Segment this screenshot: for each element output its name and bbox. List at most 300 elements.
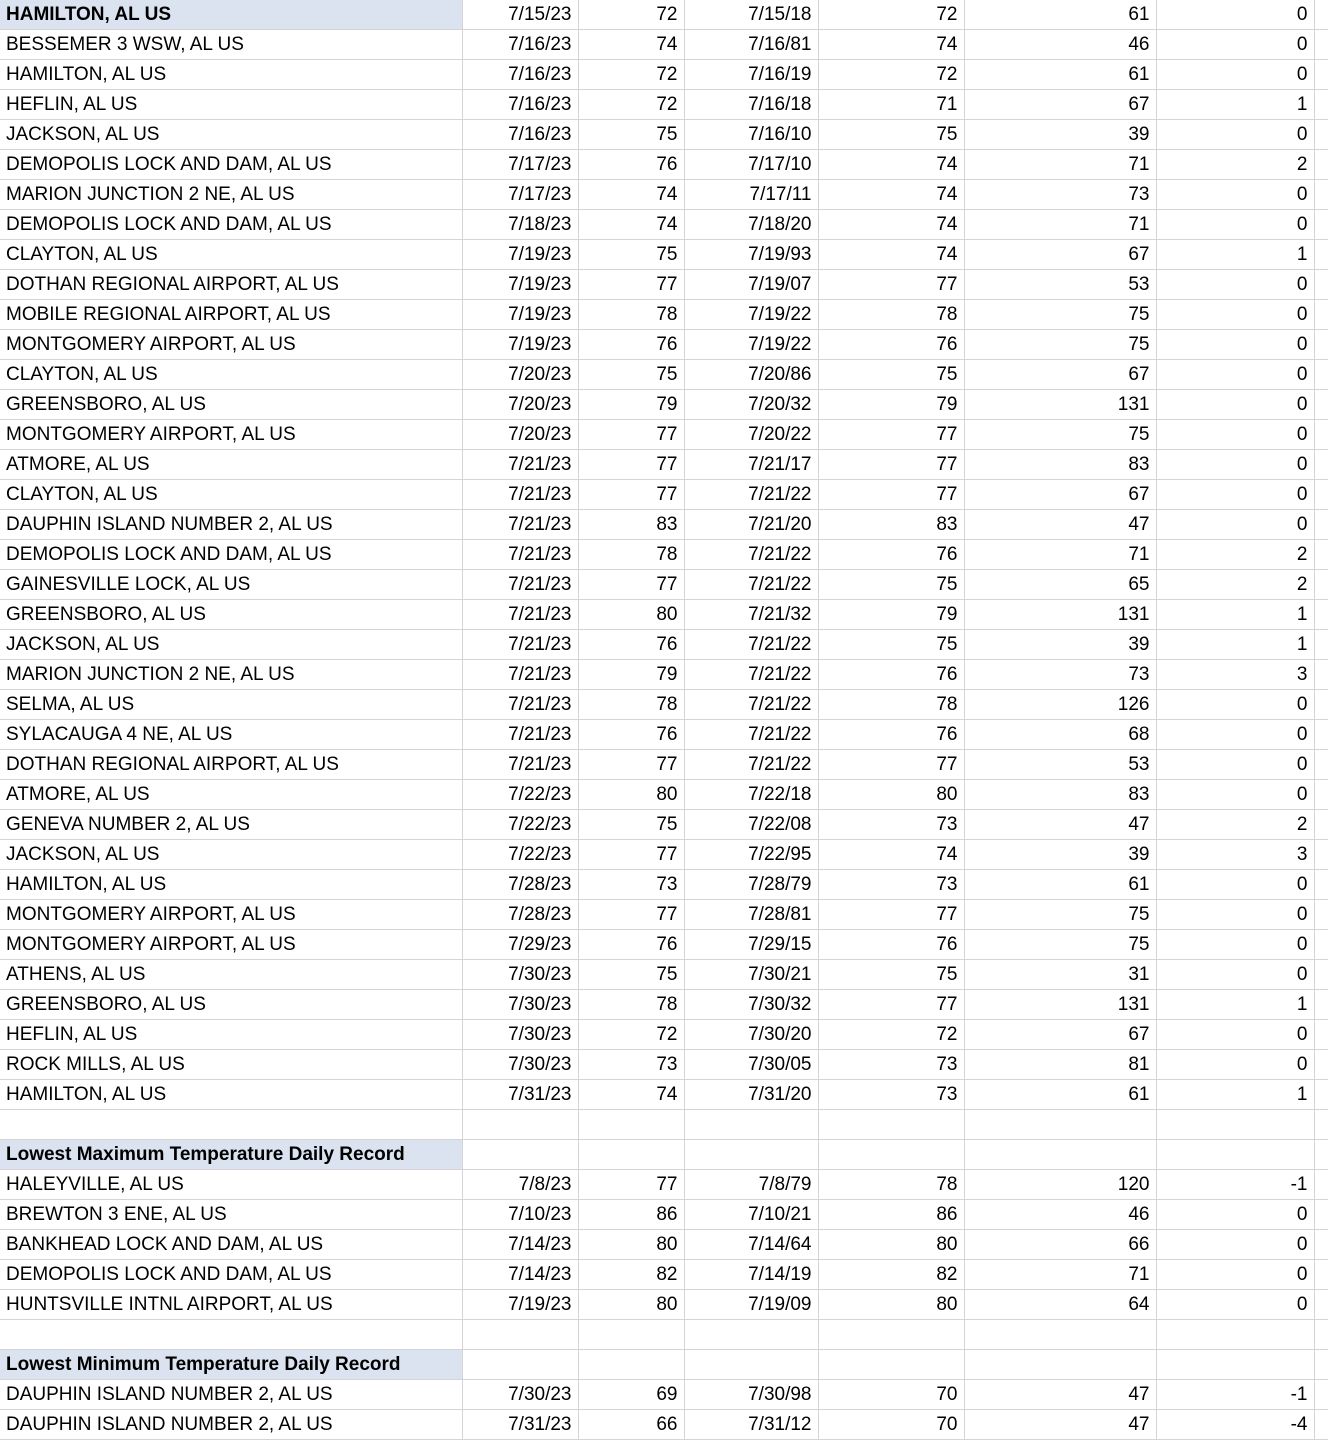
station-cell[interactable]: SYLACAUGA 4 NE, AL US xyxy=(0,720,462,750)
date-cell[interactable]: 7/21/23 xyxy=(462,660,578,690)
station-cell[interactable]: DAUPHIN ISLAND NUMBER 2, AL US xyxy=(0,1410,462,1440)
date-cell[interactable]: 7/16/23 xyxy=(462,60,578,90)
prev-value-cell[interactable]: 82 xyxy=(818,1260,964,1290)
empty-cell[interactable] xyxy=(1314,1380,1328,1410)
prev-date-cell[interactable]: 7/20/86 xyxy=(684,360,818,390)
diff-cell[interactable]: 0 xyxy=(1156,1020,1314,1050)
date-cell[interactable]: 7/19/23 xyxy=(462,240,578,270)
station-cell[interactable]: DEMOPOLIS LOCK AND DAM, AL US xyxy=(0,540,462,570)
years-cell[interactable]: 67 xyxy=(964,240,1156,270)
diff-cell[interactable]: 0 xyxy=(1156,870,1314,900)
prev-value-cell[interactable]: 73 xyxy=(818,810,964,840)
empty-cell[interactable] xyxy=(578,1140,684,1170)
empty-cell[interactable] xyxy=(1314,390,1328,420)
diff-cell[interactable]: 0 xyxy=(1156,930,1314,960)
value-cell[interactable]: 77 xyxy=(578,420,684,450)
prev-date-cell[interactable]: 7/19/09 xyxy=(684,1290,818,1320)
diff-cell[interactable]: 2 xyxy=(1156,570,1314,600)
years-cell[interactable]: 75 xyxy=(964,930,1156,960)
date-cell[interactable]: 7/19/23 xyxy=(462,300,578,330)
prev-date-cell[interactable]: 7/31/20 xyxy=(684,1080,818,1110)
date-cell[interactable]: 7/30/23 xyxy=(462,990,578,1020)
prev-date-cell[interactable]: 7/21/22 xyxy=(684,570,818,600)
station-cell[interactable]: JACKSON, AL US xyxy=(0,630,462,660)
station-cell[interactable]: CLAYTON, AL US xyxy=(0,480,462,510)
empty-cell[interactable] xyxy=(818,1110,964,1140)
years-cell[interactable]: 71 xyxy=(964,210,1156,240)
diff-cell[interactable]: 0 xyxy=(1156,480,1314,510)
value-cell[interactable]: 75 xyxy=(578,360,684,390)
empty-cell[interactable] xyxy=(0,1320,462,1350)
empty-cell[interactable] xyxy=(1314,1350,1328,1380)
prev-value-cell[interactable]: 80 xyxy=(818,1290,964,1320)
prev-date-cell[interactable]: 7/21/22 xyxy=(684,720,818,750)
empty-cell[interactable] xyxy=(1314,1410,1328,1440)
diff-cell[interactable]: 2 xyxy=(1156,810,1314,840)
empty-cell[interactable] xyxy=(1314,900,1328,930)
years-cell[interactable]: 64 xyxy=(964,1290,1156,1320)
prev-value-cell[interactable]: 74 xyxy=(818,210,964,240)
empty-cell[interactable] xyxy=(1314,60,1328,90)
station-cell[interactable]: BANKHEAD LOCK AND DAM, AL US xyxy=(0,1230,462,1260)
empty-cell[interactable] xyxy=(578,1110,684,1140)
date-cell[interactable]: 7/21/23 xyxy=(462,630,578,660)
prev-value-cell[interactable]: 73 xyxy=(818,1050,964,1080)
prev-date-cell[interactable]: 7/22/18 xyxy=(684,780,818,810)
value-cell[interactable]: 75 xyxy=(578,120,684,150)
diff-cell[interactable]: 1 xyxy=(1156,240,1314,270)
diff-cell[interactable]: 2 xyxy=(1156,540,1314,570)
prev-date-cell[interactable]: 7/19/07 xyxy=(684,270,818,300)
years-cell[interactable]: 31 xyxy=(964,960,1156,990)
date-cell[interactable]: 7/30/23 xyxy=(462,1020,578,1050)
diff-cell[interactable]: 1 xyxy=(1156,90,1314,120)
empty-cell[interactable] xyxy=(1314,1320,1328,1350)
station-cell[interactable]: ATMORE, AL US xyxy=(0,780,462,810)
value-cell[interactable]: 72 xyxy=(578,90,684,120)
value-cell[interactable]: 77 xyxy=(578,480,684,510)
prev-value-cell[interactable]: 77 xyxy=(818,990,964,1020)
prev-value-cell[interactable]: 76 xyxy=(818,930,964,960)
station-cell[interactable]: DAUPHIN ISLAND NUMBER 2, AL US xyxy=(0,510,462,540)
value-cell[interactable]: 80 xyxy=(578,1230,684,1260)
prev-value-cell[interactable]: 72 xyxy=(818,1020,964,1050)
prev-value-cell[interactable]: 79 xyxy=(818,390,964,420)
diff-cell[interactable]: 0 xyxy=(1156,330,1314,360)
value-cell[interactable]: 69 xyxy=(578,1380,684,1410)
empty-cell[interactable] xyxy=(1314,180,1328,210)
prev-date-cell[interactable]: 7/30/98 xyxy=(684,1380,818,1410)
prev-date-cell[interactable]: 7/8/79 xyxy=(684,1170,818,1200)
value-cell[interactable]: 79 xyxy=(578,660,684,690)
date-cell[interactable]: 7/20/23 xyxy=(462,420,578,450)
empty-cell[interactable] xyxy=(1314,1230,1328,1260)
empty-cell[interactable] xyxy=(1314,990,1328,1020)
prev-date-cell[interactable]: 7/16/19 xyxy=(684,60,818,90)
station-cell[interactable]: BESSEMER 3 WSW, AL US xyxy=(0,30,462,60)
prev-value-cell[interactable]: 76 xyxy=(818,330,964,360)
diff-cell[interactable]: 0 xyxy=(1156,390,1314,420)
value-cell[interactable]: 76 xyxy=(578,720,684,750)
station-cell[interactable]: GREENSBORO, AL US xyxy=(0,390,462,420)
station-cell[interactable]: MOBILE REGIONAL AIRPORT, AL US xyxy=(0,300,462,330)
value-cell[interactable]: 80 xyxy=(578,780,684,810)
value-cell[interactable]: 73 xyxy=(578,1050,684,1080)
value-cell[interactable]: 72 xyxy=(578,0,684,30)
empty-cell[interactable] xyxy=(462,1110,578,1140)
years-cell[interactable]: 39 xyxy=(964,840,1156,870)
prev-value-cell[interactable]: 75 xyxy=(818,360,964,390)
date-cell[interactable]: 7/18/23 xyxy=(462,210,578,240)
date-cell[interactable]: 7/19/23 xyxy=(462,330,578,360)
date-cell[interactable]: 7/16/23 xyxy=(462,90,578,120)
date-cell[interactable]: 7/21/23 xyxy=(462,510,578,540)
prev-value-cell[interactable]: 76 xyxy=(818,660,964,690)
station-cell[interactable]: ATMORE, AL US xyxy=(0,450,462,480)
prev-value-cell[interactable]: 70 xyxy=(818,1410,964,1440)
empty-cell[interactable] xyxy=(1314,1140,1328,1170)
diff-cell[interactable]: 0 xyxy=(1156,1050,1314,1080)
prev-date-cell[interactable]: 7/28/79 xyxy=(684,870,818,900)
years-cell[interactable]: 81 xyxy=(964,1050,1156,1080)
empty-cell[interactable] xyxy=(818,1350,964,1380)
diff-cell[interactable]: 2 xyxy=(1156,150,1314,180)
diff-cell[interactable]: 1 xyxy=(1156,1080,1314,1110)
date-cell[interactable]: 7/22/23 xyxy=(462,810,578,840)
empty-cell[interactable] xyxy=(1314,450,1328,480)
prev-value-cell[interactable]: 80 xyxy=(818,780,964,810)
empty-cell[interactable] xyxy=(1314,1290,1328,1320)
prev-value-cell[interactable]: 79 xyxy=(818,600,964,630)
value-cell[interactable]: 80 xyxy=(578,1290,684,1320)
value-cell[interactable]: 66 xyxy=(578,1410,684,1440)
prev-date-cell[interactable]: 7/30/05 xyxy=(684,1050,818,1080)
years-cell[interactable]: 83 xyxy=(964,450,1156,480)
years-cell[interactable]: 68 xyxy=(964,720,1156,750)
years-cell[interactable]: 73 xyxy=(964,660,1156,690)
prev-date-cell[interactable]: 7/14/19 xyxy=(684,1260,818,1290)
prev-value-cell[interactable]: 74 xyxy=(818,30,964,60)
diff-cell[interactable]: 3 xyxy=(1156,840,1314,870)
diff-cell[interactable]: -1 xyxy=(1156,1380,1314,1410)
empty-cell[interactable] xyxy=(462,1320,578,1350)
prev-date-cell[interactable]: 7/18/20 xyxy=(684,210,818,240)
station-cell[interactable]: HAMILTON, AL US xyxy=(0,1080,462,1110)
empty-cell[interactable] xyxy=(1156,1110,1314,1140)
date-cell[interactable]: 7/30/23 xyxy=(462,1050,578,1080)
date-cell[interactable]: 7/31/23 xyxy=(462,1410,578,1440)
prev-date-cell[interactable]: 7/30/20 xyxy=(684,1020,818,1050)
date-cell[interactable]: 7/22/23 xyxy=(462,840,578,870)
years-cell[interactable]: 75 xyxy=(964,300,1156,330)
station-cell[interactable]: GREENSBORO, AL US xyxy=(0,600,462,630)
years-cell[interactable]: 71 xyxy=(964,540,1156,570)
prev-date-cell[interactable]: 7/29/15 xyxy=(684,930,818,960)
date-cell[interactable]: 7/19/23 xyxy=(462,270,578,300)
prev-value-cell[interactable]: 74 xyxy=(818,180,964,210)
date-cell[interactable]: 7/30/23 xyxy=(462,960,578,990)
date-cell[interactable]: 7/28/23 xyxy=(462,900,578,930)
value-cell[interactable]: 82 xyxy=(578,1260,684,1290)
prev-value-cell[interactable]: 78 xyxy=(818,1170,964,1200)
prev-value-cell[interactable]: 77 xyxy=(818,900,964,930)
date-cell[interactable]: 7/16/23 xyxy=(462,30,578,60)
prev-value-cell[interactable]: 75 xyxy=(818,960,964,990)
value-cell[interactable]: 77 xyxy=(578,750,684,780)
station-cell[interactable]: MONTGOMERY AIRPORT, AL US xyxy=(0,420,462,450)
years-cell[interactable]: 75 xyxy=(964,420,1156,450)
empty-cell[interactable] xyxy=(964,1110,1156,1140)
value-cell[interactable]: 76 xyxy=(578,930,684,960)
empty-cell[interactable] xyxy=(1314,1200,1328,1230)
date-cell[interactable]: 7/8/23 xyxy=(462,1170,578,1200)
empty-cell[interactable] xyxy=(462,1140,578,1170)
years-cell[interactable]: 67 xyxy=(964,360,1156,390)
years-cell[interactable]: 61 xyxy=(964,60,1156,90)
date-cell[interactable]: 7/20/23 xyxy=(462,390,578,420)
prev-value-cell[interactable]: 80 xyxy=(818,1230,964,1260)
date-cell[interactable]: 7/17/23 xyxy=(462,180,578,210)
empty-cell[interactable] xyxy=(1314,0,1328,30)
prev-value-cell[interactable]: 70 xyxy=(818,1380,964,1410)
prev-date-cell[interactable]: 7/30/32 xyxy=(684,990,818,1020)
prev-date-cell[interactable]: 7/16/18 xyxy=(684,90,818,120)
prev-date-cell[interactable]: 7/20/32 xyxy=(684,390,818,420)
date-cell[interactable]: 7/21/23 xyxy=(462,480,578,510)
diff-cell[interactable]: 0 xyxy=(1156,270,1314,300)
empty-cell[interactable] xyxy=(1156,1350,1314,1380)
station-cell[interactable]: CLAYTON, AL US xyxy=(0,240,462,270)
empty-cell[interactable] xyxy=(578,1320,684,1350)
years-cell[interactable]: 83 xyxy=(964,780,1156,810)
section-header[interactable]: Lowest Maximum Temperature Daily Record xyxy=(0,1140,462,1170)
prev-value-cell[interactable]: 86 xyxy=(818,1200,964,1230)
diff-cell[interactable]: 0 xyxy=(1156,960,1314,990)
prev-value-cell[interactable]: 73 xyxy=(818,870,964,900)
station-cell[interactable]: ATHENS, AL US xyxy=(0,960,462,990)
diff-cell[interactable]: 0 xyxy=(1156,780,1314,810)
prev-date-cell[interactable]: 7/21/22 xyxy=(684,750,818,780)
diff-cell[interactable]: 0 xyxy=(1156,360,1314,390)
value-cell[interactable]: 75 xyxy=(578,240,684,270)
prev-date-cell[interactable]: 7/16/81 xyxy=(684,30,818,60)
prev-date-cell[interactable]: 7/21/22 xyxy=(684,660,818,690)
empty-cell[interactable] xyxy=(1156,1320,1314,1350)
years-cell[interactable]: 73 xyxy=(964,180,1156,210)
date-cell[interactable]: 7/31/23 xyxy=(462,1080,578,1110)
empty-cell[interactable] xyxy=(1314,240,1328,270)
empty-cell[interactable] xyxy=(1314,690,1328,720)
years-cell[interactable]: 47 xyxy=(964,1410,1156,1440)
empty-cell[interactable] xyxy=(818,1320,964,1350)
station-cell[interactable]: GAINESVILLE LOCK, AL US xyxy=(0,570,462,600)
prev-date-cell[interactable]: 7/10/21 xyxy=(684,1200,818,1230)
diff-cell[interactable]: 0 xyxy=(1156,1200,1314,1230)
date-cell[interactable]: 7/30/23 xyxy=(462,1380,578,1410)
value-cell[interactable]: 74 xyxy=(578,30,684,60)
prev-date-cell[interactable]: 7/28/81 xyxy=(684,900,818,930)
years-cell[interactable]: 61 xyxy=(964,870,1156,900)
empty-cell[interactable] xyxy=(1314,120,1328,150)
station-cell[interactable]: DAUPHIN ISLAND NUMBER 2, AL US xyxy=(0,1380,462,1410)
prev-date-cell[interactable]: 7/30/21 xyxy=(684,960,818,990)
empty-cell[interactable] xyxy=(1314,330,1328,360)
years-cell[interactable]: 47 xyxy=(964,1380,1156,1410)
diff-cell[interactable]: 0 xyxy=(1156,30,1314,60)
station-cell[interactable]: MONTGOMERY AIRPORT, AL US xyxy=(0,900,462,930)
station-cell[interactable]: SELMA, AL US xyxy=(0,690,462,720)
prev-value-cell[interactable]: 77 xyxy=(818,750,964,780)
diff-cell[interactable]: -1 xyxy=(1156,1170,1314,1200)
years-cell[interactable]: 39 xyxy=(964,120,1156,150)
prev-value-cell[interactable]: 75 xyxy=(818,570,964,600)
date-cell[interactable]: 7/16/23 xyxy=(462,120,578,150)
date-cell[interactable]: 7/21/23 xyxy=(462,720,578,750)
empty-cell[interactable] xyxy=(1314,870,1328,900)
value-cell[interactable]: 78 xyxy=(578,990,684,1020)
prev-value-cell[interactable]: 77 xyxy=(818,420,964,450)
years-cell[interactable]: 120 xyxy=(964,1170,1156,1200)
diff-cell[interactable]: 0 xyxy=(1156,690,1314,720)
prev-date-cell[interactable]: 7/22/95 xyxy=(684,840,818,870)
station-cell[interactable]: MARION JUNCTION 2 NE, AL US xyxy=(0,180,462,210)
prev-date-cell[interactable]: 7/20/22 xyxy=(684,420,818,450)
years-cell[interactable]: 67 xyxy=(964,480,1156,510)
value-cell[interactable]: 78 xyxy=(578,300,684,330)
value-cell[interactable]: 83 xyxy=(578,510,684,540)
diff-cell[interactable]: 3 xyxy=(1156,660,1314,690)
years-cell[interactable]: 131 xyxy=(964,990,1156,1020)
prev-date-cell[interactable]: 7/21/17 xyxy=(684,450,818,480)
prev-value-cell[interactable]: 74 xyxy=(818,240,964,270)
station-cell[interactable]: GREENSBORO, AL US xyxy=(0,990,462,1020)
empty-cell[interactable] xyxy=(1314,480,1328,510)
diff-cell[interactable]: 1 xyxy=(1156,630,1314,660)
prev-date-cell[interactable]: 7/19/93 xyxy=(684,240,818,270)
empty-cell[interactable] xyxy=(1314,1260,1328,1290)
station-cell[interactable]: HAMILTON, AL US xyxy=(0,0,462,30)
value-cell[interactable]: 74 xyxy=(578,1080,684,1110)
prev-value-cell[interactable]: 74 xyxy=(818,150,964,180)
empty-cell[interactable] xyxy=(1314,930,1328,960)
station-cell[interactable]: HUNTSVILLE INTNL AIRPORT, AL US xyxy=(0,1290,462,1320)
years-cell[interactable]: 47 xyxy=(964,810,1156,840)
diff-cell[interactable]: 0 xyxy=(1156,120,1314,150)
value-cell[interactable]: 74 xyxy=(578,210,684,240)
empty-cell[interactable] xyxy=(0,1110,462,1140)
value-cell[interactable]: 77 xyxy=(578,840,684,870)
date-cell[interactable]: 7/17/23 xyxy=(462,150,578,180)
years-cell[interactable]: 39 xyxy=(964,630,1156,660)
empty-cell[interactable] xyxy=(1314,540,1328,570)
empty-cell[interactable] xyxy=(1314,510,1328,540)
diff-cell[interactable]: 0 xyxy=(1156,750,1314,780)
diff-cell[interactable]: 0 xyxy=(1156,450,1314,480)
prev-value-cell[interactable]: 76 xyxy=(818,720,964,750)
prev-value-cell[interactable]: 78 xyxy=(818,300,964,330)
empty-cell[interactable] xyxy=(1314,720,1328,750)
prev-value-cell[interactable]: 72 xyxy=(818,0,964,30)
empty-cell[interactable] xyxy=(684,1110,818,1140)
value-cell[interactable]: 72 xyxy=(578,60,684,90)
value-cell[interactable]: 78 xyxy=(578,690,684,720)
years-cell[interactable]: 66 xyxy=(964,1230,1156,1260)
empty-cell[interactable] xyxy=(1314,210,1328,240)
prev-value-cell[interactable]: 76 xyxy=(818,540,964,570)
diff-cell[interactable]: 0 xyxy=(1156,180,1314,210)
station-cell[interactable]: HALEYVILLE, AL US xyxy=(0,1170,462,1200)
empty-cell[interactable] xyxy=(684,1140,818,1170)
diff-cell[interactable]: 0 xyxy=(1156,60,1314,90)
date-cell[interactable]: 7/22/23 xyxy=(462,780,578,810)
prev-date-cell[interactable]: 7/21/20 xyxy=(684,510,818,540)
prev-date-cell[interactable]: 7/21/22 xyxy=(684,480,818,510)
diff-cell[interactable]: 0 xyxy=(1156,300,1314,330)
diff-cell[interactable]: 0 xyxy=(1156,720,1314,750)
prev-value-cell[interactable]: 75 xyxy=(818,630,964,660)
date-cell[interactable]: 7/21/23 xyxy=(462,690,578,720)
years-cell[interactable]: 75 xyxy=(964,900,1156,930)
station-cell[interactable]: JACKSON, AL US xyxy=(0,120,462,150)
years-cell[interactable]: 47 xyxy=(964,510,1156,540)
prev-value-cell[interactable]: 77 xyxy=(818,480,964,510)
prev-value-cell[interactable]: 71 xyxy=(818,90,964,120)
section-header[interactable]: Lowest Minimum Temperature Daily Record xyxy=(0,1350,462,1380)
value-cell[interactable]: 77 xyxy=(578,570,684,600)
empty-cell[interactable] xyxy=(964,1350,1156,1380)
date-cell[interactable]: 7/29/23 xyxy=(462,930,578,960)
date-cell[interactable]: 7/14/23 xyxy=(462,1260,578,1290)
prev-date-cell[interactable]: 7/16/10 xyxy=(684,120,818,150)
date-cell[interactable]: 7/19/23 xyxy=(462,1290,578,1320)
years-cell[interactable]: 131 xyxy=(964,390,1156,420)
years-cell[interactable]: 71 xyxy=(964,150,1156,180)
diff-cell[interactable]: 0 xyxy=(1156,1230,1314,1260)
date-cell[interactable]: 7/21/23 xyxy=(462,570,578,600)
empty-cell[interactable] xyxy=(1314,1050,1328,1080)
diff-cell[interactable]: 0 xyxy=(1156,0,1314,30)
prev-value-cell[interactable]: 75 xyxy=(818,120,964,150)
prev-date-cell[interactable]: 7/21/32 xyxy=(684,600,818,630)
station-cell[interactable]: GENEVA NUMBER 2, AL US xyxy=(0,810,462,840)
empty-cell[interactable] xyxy=(1314,600,1328,630)
station-cell[interactable]: DEMOPOLIS LOCK AND DAM, AL US xyxy=(0,1260,462,1290)
value-cell[interactable]: 73 xyxy=(578,870,684,900)
value-cell[interactable]: 78 xyxy=(578,540,684,570)
date-cell[interactable]: 7/21/23 xyxy=(462,750,578,780)
value-cell[interactable]: 76 xyxy=(578,630,684,660)
prev-date-cell[interactable]: 7/21/22 xyxy=(684,690,818,720)
prev-date-cell[interactable]: 7/22/08 xyxy=(684,810,818,840)
diff-cell[interactable]: -4 xyxy=(1156,1410,1314,1440)
station-cell[interactable]: MONTGOMERY AIRPORT, AL US xyxy=(0,330,462,360)
prev-date-cell[interactable]: 7/17/11 xyxy=(684,180,818,210)
station-cell[interactable]: HEFLIN, AL US xyxy=(0,90,462,120)
empty-cell[interactable] xyxy=(964,1320,1156,1350)
empty-cell[interactable] xyxy=(1314,1080,1328,1110)
date-cell[interactable]: 7/14/23 xyxy=(462,1230,578,1260)
years-cell[interactable]: 46 xyxy=(964,1200,1156,1230)
empty-cell[interactable] xyxy=(1314,30,1328,60)
date-cell[interactable]: 7/21/23 xyxy=(462,600,578,630)
diff-cell[interactable]: 1 xyxy=(1156,990,1314,1020)
empty-cell[interactable] xyxy=(1314,1170,1328,1200)
station-cell[interactable]: MONTGOMERY AIRPORT, AL US xyxy=(0,930,462,960)
value-cell[interactable]: 77 xyxy=(578,1170,684,1200)
station-cell[interactable]: ROCK MILLS, AL US xyxy=(0,1050,462,1080)
empty-cell[interactable] xyxy=(1314,1020,1328,1050)
station-cell[interactable]: HEFLIN, AL US xyxy=(0,1020,462,1050)
